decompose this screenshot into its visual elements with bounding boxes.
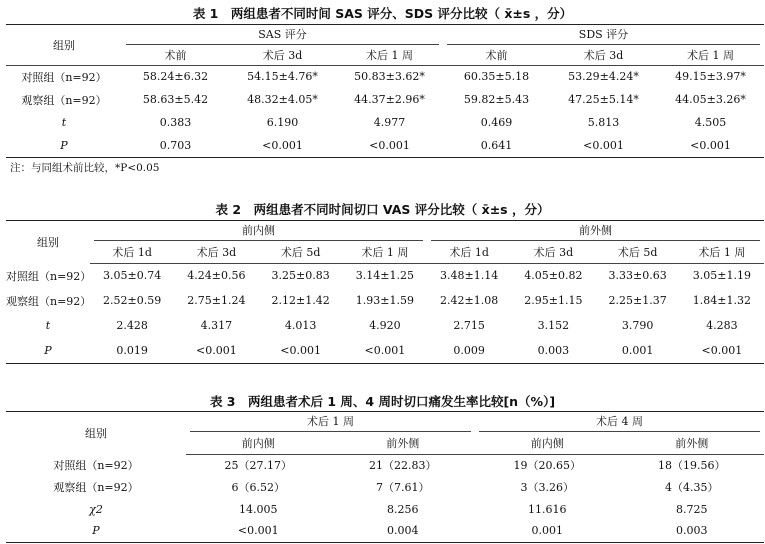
cell: 0.004	[331, 520, 476, 542]
subheader: 术后 1 周	[680, 241, 764, 263]
table-row	[6, 134, 764, 157]
cell: 4.24±0.56	[187, 269, 246, 283]
cell: 19（20.65）	[513, 459, 581, 473]
table-row	[6, 263, 764, 288]
table3-title: 表 3 两组患者术后 1 周、4 周时切口痛发生率比较[n（%）]	[209, 394, 556, 409]
cell: 21（22.83）	[369, 459, 437, 473]
cell: 6.190	[266, 116, 299, 129]
cell: 54.15±4.76*	[247, 70, 318, 84]
cell: 44.37±2.96*	[354, 93, 425, 106]
subheader: 前外侧	[620, 432, 765, 454]
cell: 0.019	[90, 338, 174, 363]
cell: 2.25±1.37	[608, 294, 667, 307]
row-label: 观察组（n=92）	[53, 481, 139, 494]
cell: 58.63±5.42	[142, 93, 209, 106]
cell: 0.003	[620, 520, 765, 542]
cell: 3.790	[621, 319, 654, 332]
row-label: 对照组（n=92）	[21, 70, 107, 84]
cell: 8.256	[387, 502, 419, 516]
cell: 48.32±4.05*	[247, 93, 318, 106]
cell: 0.001	[475, 520, 620, 542]
subheader: 术后 5d	[596, 241, 680, 263]
cell: 25（27.17）	[224, 459, 292, 473]
table3-group-header: 组别	[6, 412, 186, 455]
cell: 4.920	[369, 319, 401, 332]
cell: 4.977	[373, 116, 406, 129]
cell: 0.703	[122, 134, 229, 157]
row-label: P	[6, 520, 186, 542]
row-label: t	[61, 116, 67, 129]
subheader: 术后 1 周	[657, 45, 764, 65]
table-row	[6, 338, 764, 363]
cell: 3.152	[537, 319, 570, 332]
cell: <0.001	[229, 134, 336, 157]
subheader: 术后 3d	[229, 45, 336, 65]
table-row	[6, 65, 764, 88]
cell: 3.33±0.63	[608, 269, 667, 283]
cell: 3.14±1.25	[355, 269, 414, 283]
cell: 2.75±1.24	[187, 294, 246, 307]
subheader: 术后 3d	[550, 45, 657, 65]
cell: 2.52±0.59	[103, 294, 162, 307]
cell: 3.05±1.19	[692, 269, 751, 283]
cell: 6（6.52）	[231, 481, 285, 494]
table1	[6, 24, 764, 158]
subheader: 术后 1d	[427, 241, 511, 263]
table2-left-header: 前内侧	[90, 221, 427, 242]
cell: 4.317	[200, 319, 233, 332]
table-row	[6, 88, 764, 111]
subheader: 前内侧	[475, 432, 620, 454]
subheader: 术后 1 周	[336, 45, 443, 65]
cell: 44.05±3.26*	[675, 93, 746, 106]
cell: 4.013	[284, 319, 317, 332]
cell: <0.001	[657, 134, 764, 157]
cell: 11.616	[528, 502, 567, 516]
cell: 47.25±5.14*	[568, 93, 639, 106]
cell: 18（19.56）	[658, 459, 726, 473]
table3-left-header: 术后 1 周	[186, 412, 475, 433]
cell: 59.82±5.43	[463, 93, 530, 106]
cell: 7（7.61）	[376, 481, 430, 494]
row-label: χ2	[89, 502, 103, 516]
cell: 2.715	[453, 319, 485, 332]
subheader: 术后 5d	[259, 241, 343, 263]
subheader: 术前	[443, 45, 550, 65]
cell: 49.15±3.97*	[675, 70, 746, 84]
table-row	[6, 454, 764, 476]
cell: 0.009	[427, 338, 511, 363]
cell: 2.95±1.15	[524, 294, 583, 307]
cell: 0.003	[511, 338, 595, 363]
cell: 53.29±4.24*	[568, 70, 639, 84]
cell: 2.42±1.08	[440, 294, 499, 307]
cell: 4.05±0.82	[524, 269, 583, 283]
cell: 14.005	[239, 502, 278, 516]
subheader: 前内侧	[186, 432, 331, 454]
cell: 1.84±1.32	[692, 294, 751, 307]
subheader: 术前	[122, 45, 229, 65]
cell: 3.48±1.14	[440, 269, 499, 283]
cell: 5.813	[587, 116, 620, 129]
table2-right-header: 前外侧	[427, 221, 764, 242]
table1-sds-header: SDS 评分	[443, 25, 764, 46]
cell: 50.83±3.62*	[354, 70, 425, 84]
cell: 8.725	[676, 502, 708, 516]
table-row	[6, 288, 764, 313]
table2-subheader-row	[6, 241, 764, 263]
table3	[6, 411, 764, 543]
row-label: t	[45, 319, 51, 332]
table2-title: 表 2 两组患者不同时间切口 VAS 评分比较（ x̄±s ，分）	[215, 202, 550, 217]
cell: <0.001	[259, 338, 343, 363]
row-label: P	[6, 134, 122, 157]
subheader: 术后 1d	[90, 241, 174, 263]
table1-note: 注：与同组术前比较，*P<0.05	[10, 162, 160, 174]
cell: <0.001	[680, 338, 764, 363]
table-row	[6, 476, 764, 498]
cell: 58.24±6.32	[142, 70, 209, 84]
cell: 3.05±0.74	[103, 269, 162, 283]
row-label: 对照组（n=92）	[53, 459, 139, 472]
table2-group-header: 组别	[6, 221, 90, 264]
cell: 3（3.26）	[520, 481, 574, 494]
table-row	[6, 520, 764, 542]
subheader: 术后 3d	[511, 241, 595, 263]
table-row	[6, 111, 764, 134]
cell: <0.001	[186, 520, 331, 542]
table1-group-header: 组别	[6, 25, 122, 66]
cell: 60.35±5.18	[463, 70, 530, 84]
cell: <0.001	[336, 134, 443, 157]
cell: 0.641	[443, 134, 550, 157]
cell: <0.001	[343, 338, 427, 363]
cell: <0.001	[174, 338, 258, 363]
cell: 2.428	[116, 319, 148, 332]
cell: 0.383	[159, 116, 192, 129]
table-row	[6, 313, 764, 338]
row-label: 观察组（n=92）	[21, 93, 107, 107]
cell: 4.505	[694, 116, 727, 129]
table3-right-header: 术后 4 周	[475, 412, 764, 433]
table1-sas-header: SAS 评分	[122, 25, 443, 46]
row-label: 对照组（n=92）	[6, 269, 92, 283]
subheader: 前外侧	[331, 432, 476, 454]
cell: 0.469	[480, 116, 513, 129]
cell: 0.001	[596, 338, 680, 363]
cell: 2.12±1.42	[271, 294, 330, 307]
row-label: P	[6, 338, 90, 363]
table-row	[6, 498, 764, 520]
table1-title: 表 1 两组患者不同时间 SAS 评分、SDS 评分比较（ x̄±s ，分）	[192, 6, 573, 21]
table2	[6, 220, 764, 364]
cell: 1.93±1.59	[355, 294, 414, 307]
cell: 4.283	[706, 319, 738, 332]
subheader: 术后 1 周	[343, 241, 427, 263]
subheader: 术后 3d	[174, 241, 258, 263]
cell: 4（4.35）	[665, 481, 719, 494]
cell: <0.001	[550, 134, 657, 157]
row-label: 观察组（n=92）	[6, 294, 92, 308]
cell: 3.25±0.83	[271, 269, 330, 283]
